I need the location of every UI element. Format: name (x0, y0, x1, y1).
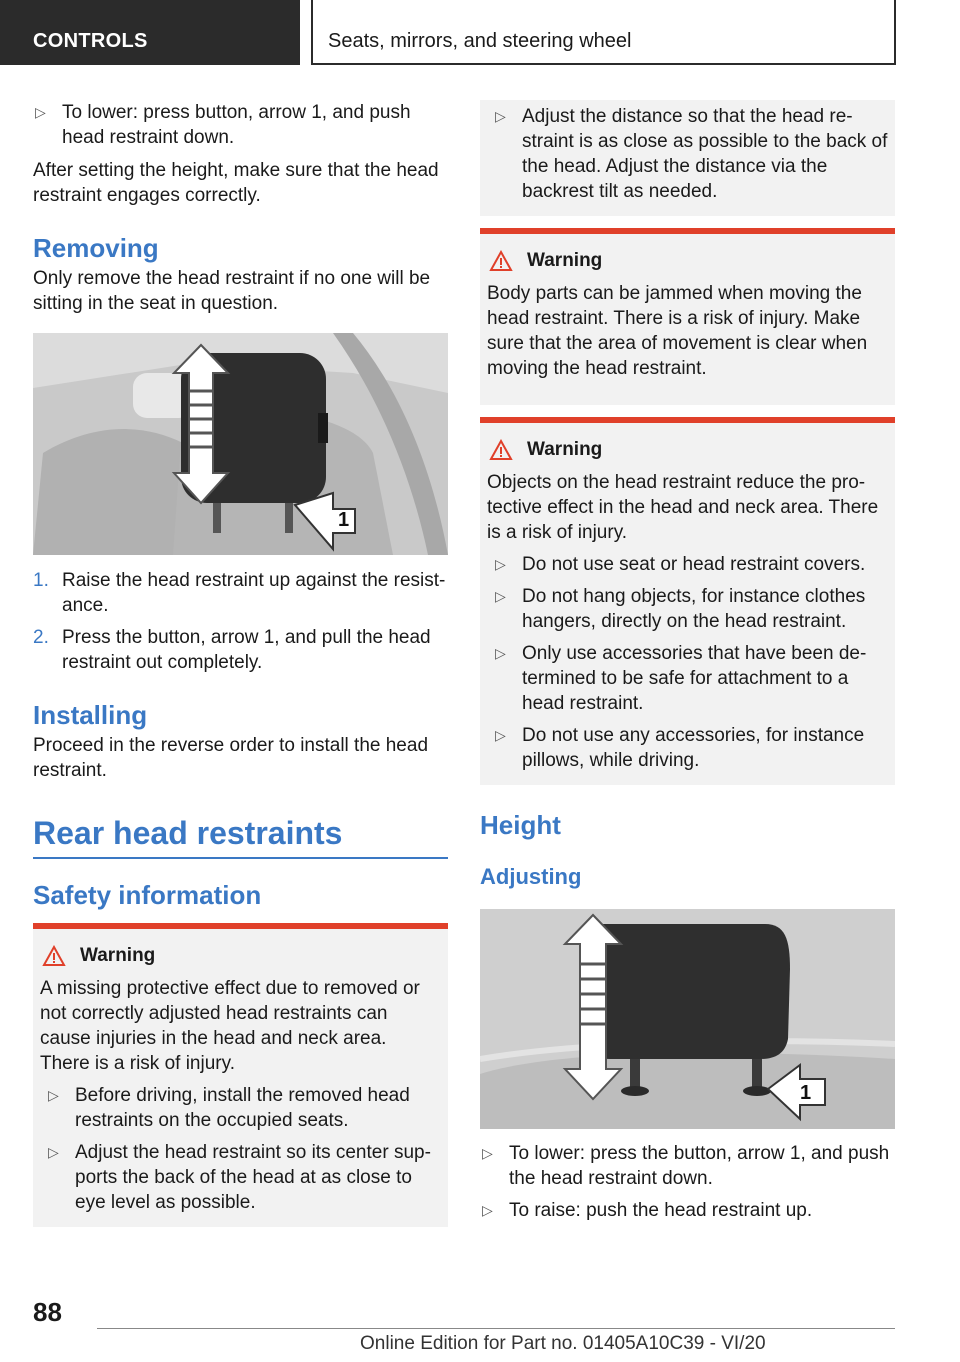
list-item: ▷ Before driving, install the removed head restraints on the occupied seats. (48, 1085, 410, 1131)
triangle-bullet-icon: ▷ (495, 727, 506, 743)
chapter-tab (311, 0, 896, 65)
triangle-bullet-icon: ▷ (495, 588, 506, 604)
warning-icon (489, 439, 513, 461)
list-item: ▷ To raise: push the head restraint up. (482, 1200, 813, 1221)
triangle-bullet-icon: ▷ (48, 1087, 59, 1103)
right-column (480, 100, 895, 1223)
warning-icon (489, 250, 513, 272)
installing-heading: Installing (33, 700, 148, 730)
safety-heading: Safety information (33, 880, 262, 910)
triangle-bullet-icon: ▷ (482, 1145, 493, 1161)
height-heading: Height (480, 810, 561, 840)
removing-text: Only remove the head restraint if no one will be sitting in the seat in question. (33, 268, 431, 314)
section-label: CONTROLS (33, 30, 148, 52)
warning-box (480, 417, 895, 785)
footer-rule (97, 1328, 895, 1329)
warning-text: A missing protective effect due to removed or not correctly adjusted head restraints can cause injuries in the head and neck area. There is a risk of injury. (40, 978, 420, 1074)
chapter-label: Seats, mirrors, and steering wheel (328, 30, 632, 52)
warning-box (480, 228, 895, 405)
adjusting-list (480, 1141, 895, 1223)
page-number: 88 (33, 1297, 62, 1327)
list-item: ▷ Do not hang objects, for instance clothes hangers, directly on the head restraint. (495, 586, 866, 632)
triangle-bullet-icon: ▷ (495, 645, 506, 661)
list-item: ▷ Only use accessories that have been de-termined to be safe for attachment to a head restraint. (495, 643, 867, 714)
triangle-bullet-icon: ▷ (495, 556, 506, 572)
adjust-distance-box (480, 100, 895, 216)
callout-number: 1 (800, 1082, 812, 1104)
section-tab (0, 0, 300, 65)
triangle-bullet-icon: ▷ (495, 108, 506, 124)
list-item: 2. Press the button, arrow 1, and pull the head restraint out completely. (33, 627, 431, 673)
warning-box (33, 923, 448, 1227)
triangle-bullet-icon: ▷ (35, 104, 46, 120)
rear-head-restraint-image (480, 909, 895, 1129)
installing-text: Proceed in the reverse order to install the head restraint. (33, 735, 429, 781)
triangle-bullet-icon: ▷ (48, 1144, 59, 1160)
after-setting-text: After setting the height, make sure that the head restraint engages correctly. (33, 160, 439, 206)
adjusting-heading: Adjusting (480, 864, 582, 889)
rear-head-restraints-heading: Rear head restraints (33, 815, 343, 851)
heading-rule (33, 857, 448, 859)
list-item: ▷ Adjust the head restraint so its center sup-ports the back of the head at as close to eye level as possible. (48, 1142, 431, 1213)
lower-step: ▷ To lower: press button, arrow 1, and push head restraint down. (35, 102, 411, 148)
list-item: ▷ Do not use any accessories, for instance pillows, while driving. (495, 725, 865, 771)
warning-text: Objects on the head restraint reduce the pro-tective effect in the head and neck area. There is a risk of injury. (487, 472, 879, 543)
left-column (33, 100, 448, 1227)
warning-text: Body parts can be jammed when moving the head restraint. There is a risk of injury. Make sure that the area of movement is clear when moving the head restraint. (487, 283, 868, 379)
warning-header: Warning (489, 248, 888, 273)
warning-header: Warning (489, 437, 888, 462)
list-item: 1. Raise the head restraint up against the resist-ance. (33, 570, 446, 616)
list-item: ▷ Do not use seat or head restraint covers. (495, 554, 866, 575)
list-item: ▷ To lower: press the button, arrow 1, and push the head restraint down. (482, 1143, 890, 1189)
list-item: ▷ Adjust the distance so that the head re-straint is as close as possible to the back of the head. Adjust the distance via the backrest tilt as needed. (495, 106, 888, 202)
steps-list (33, 568, 448, 675)
removing-heading: Removing (33, 233, 159, 263)
front-head-restraint-image (33, 333, 448, 555)
warning-icon (42, 945, 66, 967)
warning-header: Warning (42, 943, 441, 968)
footer-edition: Online Edition for Part no. 01405A10C39 - VI/20 (360, 1333, 766, 1354)
callout-number: 1 (338, 509, 350, 531)
triangle-bullet-icon: ▷ (482, 1202, 493, 1218)
